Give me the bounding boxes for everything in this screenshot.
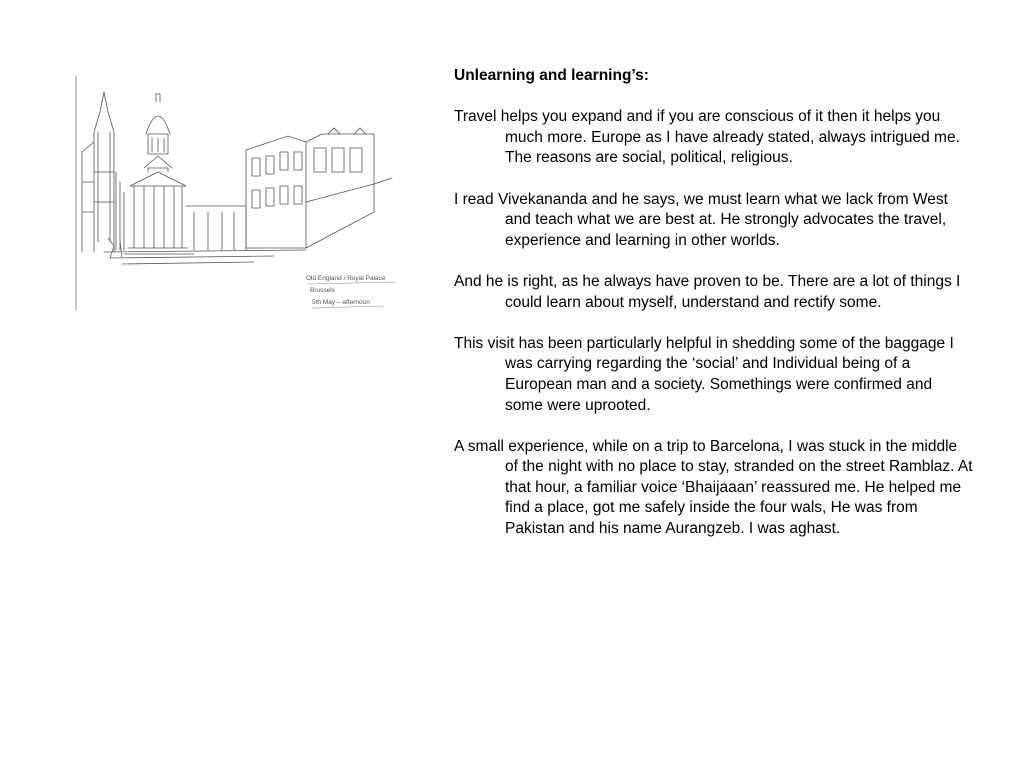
paragraph-barcelona: A small experience, while on a trip to Barcelona, I was stuck in the middle of the night with no place to stay, stranded on the street Ramblaz. At that hour, a familiar voice ‘Bhaijaaan’ reassured me. He helped me find a place, got me safely inside the four wals, He was from Pakistan and his name Aurangzeb. I was aghast. [454,437,973,538]
sketch-caption-line-2: Brussels [310,287,335,294]
pencil-sketch-image [74,72,402,314]
paragraph-he-is-right: And he is right, as he always have proven to be. There are a lot of things I could learn about myself, understand and rectify some. [454,272,961,311]
paragraph-travel: Travel helps you expand and if you are conscious of it then it helps you much more. Europe as I have already stated, always intrigued me. The reasons are social, political, religious. [454,108,960,167]
paragraph-vivekananda: I read Vivekananda and he says, we must learn what we lack from West and teach what we are best at. He strongly advocates the travel, experience and learning in other worlds. [454,190,948,249]
text-column [454,66,974,560]
section-heading: Unlearning and learning’s: [454,67,649,84]
sketch-caption-line-3: 5th May – afternoon [312,299,370,306]
sketch-caption-line-1: Old England / Royal Palace [306,275,386,282]
paragraph-this-visit: This visit has been particularly helpful in shedding some of the baggage I was carrying regarding the ‘social’ and Individual being of a European man and a society. Somethings were confirmed and some were uprooted. [454,334,954,414]
